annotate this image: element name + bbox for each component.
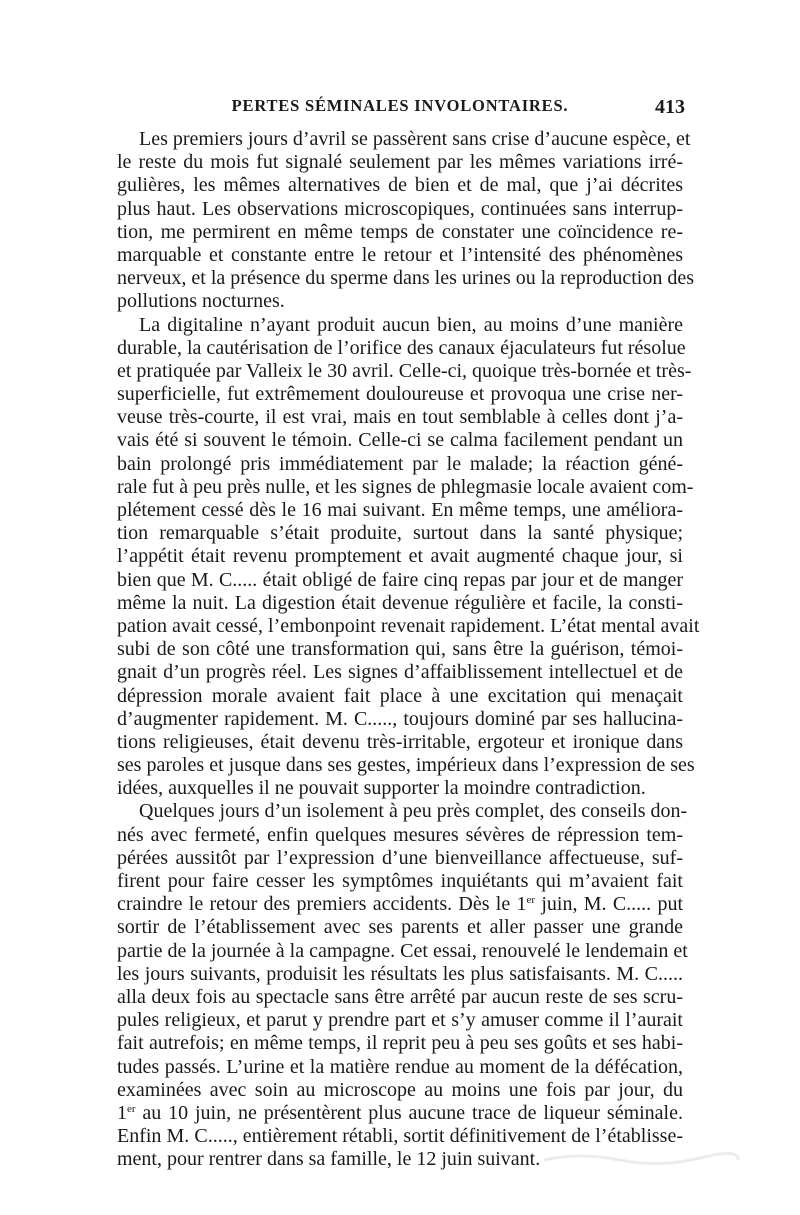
text-line: bain prolongé pris immédiatement par le malade; la réaction géné-	[117, 452, 683, 475]
text-line: le reste du mois fut signalé seulement par les mêmes variations irré-	[117, 151, 683, 174]
text-segment: juin, M. C..... put	[535, 893, 683, 916]
text-line: vais été si souvent le témoin. Celle-ci se calma facilement pendant un	[117, 429, 683, 452]
text-line: firent pour faire cesser les symptômes inquiétants qui m’avaient fait	[117, 870, 683, 892]
text-line: Les premiers jours d’avril se passèrent sans crise d’aucune espèce, et	[139, 128, 691, 150]
text-line: durable, la cautérisation de l’orifice des canaux éjaculateurs fut résolue	[117, 336, 686, 359]
text-line: veuse très-courte, il est vrai, mais en tout semblable à celles dont j’a-	[117, 406, 683, 429]
text-line: d’augmenter rapidement. M. C....., toujours dominé par ses hallucina-	[117, 707, 683, 730]
text-line: partie de la journée à la campagne. Cet essai, renouvelé le lendemain et	[117, 939, 688, 962]
text-line: nerveux, et la présence du sperme dans les urines ou la reproduction des	[117, 267, 695, 290]
text-line: sortir de l’établissement avec ses parents et aller passer une grande	[117, 916, 683, 939]
text-line: dépression morale avaient fait place à une excitation qui menaçait	[117, 684, 683, 707]
body-text	[117, 128, 700, 1171]
text-segment: craindre le retour des premiers accidents. Dès le 1	[117, 893, 527, 916]
text-line: pérées aussitôt par l’expression d’une bienveillance affectueuse, suf-	[117, 846, 683, 869]
text-line: superficielle, fut extrêmement douloureuse et provoqua une crise ner-	[117, 383, 683, 406]
text-segment: 1	[117, 1101, 127, 1124]
text-line: plétement cessé dès le 16 mai suivant. En même temps, une améliora-	[117, 499, 683, 521]
text-line: ment, pour rentrer dans sa famille, le 12 juin suivant.	[117, 1148, 541, 1171]
text-line: l’appétit était revenu promptement et avait augmenté chaque jour, si	[117, 545, 683, 568]
page-header	[115, 96, 685, 120]
text-segment: au 10 juin, ne présentèrent plus aucune trace de liqueur séminale.	[135, 1101, 683, 1124]
text-line: Quelques jours d’un isolement à peu près complet, des conseils don-	[139, 800, 688, 823]
text-line: tions religieuses, était devenu très-irritable, ergoteur et ironique dans	[117, 730, 683, 753]
text-line	[117, 893, 683, 916]
text-line: alla deux fois au spectacle sans être arrêté par aucun reste de ses scru-	[117, 985, 683, 1008]
text-line: bien que M. C..... était obligé de faire cinq repas par jour et de manger	[117, 568, 683, 591]
text-line: examinées avec soin au microscope au moins une fois par jour, du	[117, 1078, 683, 1101]
bleed-through-text	[540, 1142, 740, 1172]
text-line: rale fut à peu près nulle, et les signes de phlegmasie locale avaient com-	[117, 475, 694, 498]
text-line: tion remarquable s’était produite, surtout dans la santé physique;	[117, 522, 683, 545]
text-line: tion, me permirent en même temps de constater une coïncidence re-	[117, 220, 683, 243]
text-line: La digitaline n’ayant produit aucun bien, au moins d’une manière	[139, 313, 683, 336]
text-line: idées, auxquelles il ne pouvait supporter la moindre contradiction.	[117, 777, 646, 800]
superscript: er	[526, 894, 536, 907]
text-line: nés avec fermeté, enfin quelques mesures sévères de répression tem-	[117, 823, 683, 846]
text-line: et pratiquée par Valleix le 30 avril. Celle-ci, quoique très-bornée et très-	[117, 359, 692, 382]
text-line: les jours suivants, produisit les résultats les plus satisfaisants. M. C.....	[117, 962, 683, 985]
text-line	[117, 1102, 683, 1125]
text-line: même la nuit. La digestion était devenue régulière et facile, la consti-	[117, 591, 683, 614]
text-line: subi de son côté une transformation qui, sans être la guérison, témoi-	[117, 638, 683, 661]
text-line: gulières, les mêmes alternatives de bien et de mal, que j’ai décrites	[117, 174, 683, 197]
text-line: pollutions nocturnes.	[117, 290, 285, 313]
text-line: pules religieux, et parut y prendre part et s’y amuser comme il l’aurait	[117, 1009, 683, 1032]
text-line: fait autrefois; en même temps, il reprit peu à peu ses goûts et ses habi-	[117, 1032, 683, 1055]
text-line: Enfin M. C....., entièrement rétabli, sortit définitivement de l’établisse-	[117, 1125, 683, 1148]
bleed-through-mark	[540, 1142, 740, 1172]
text-line: ses paroles et jusque dans ses gestes, impérieux dans l’expression de ses	[117, 754, 695, 777]
text-line: marquable et constante entre le retour et l’intensité des phénomènes	[117, 243, 683, 266]
page-number: 413	[655, 96, 685, 118]
text-line: tudes passés. L’urine et la matière rendue au moment de la défécation,	[117, 1055, 683, 1078]
text-line: pation avait cessé, l’embonpoint revenait rapidement. L’état mental avait	[117, 614, 700, 637]
text-line: plus haut. Les observations microscopiques, continuées sans interrup-	[117, 197, 683, 220]
superscript: er	[127, 1102, 136, 1115]
running-title: PERTES SÉMINALES INVOLONTAIRES.	[231, 96, 569, 115]
text-line: gnait d’un progrès réel. Les signes d’affaiblissement intellectuel et de	[117, 661, 683, 684]
